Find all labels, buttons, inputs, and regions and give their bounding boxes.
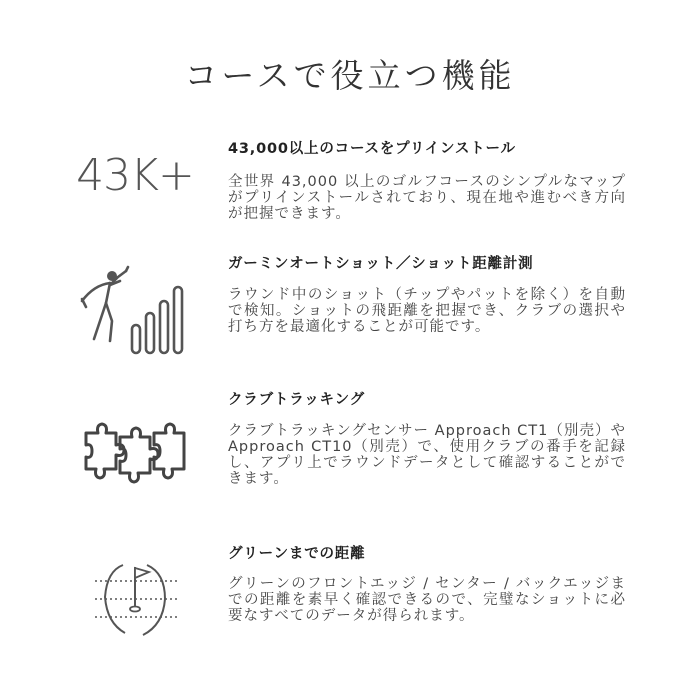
feature-title: クラブトラッキング xyxy=(228,392,365,408)
feature-description: グリーンのフロントエッジ / センター / バックエッジまでの距離を素早く確認できるので、完璧なショットに必要なすべてのデータが得られます。 xyxy=(228,576,626,624)
feature-description: 全世界 43,000 以上のゴルフコースのシンプルなマップがプリインストールされており、現在地や進むべき方向が把握できます。 xyxy=(228,174,626,222)
feature-description: ラウンド中のショット（チップやパットを除く）を自動で検知。ショットの飛距離を把握でき、クラブの選択や打ち方を最適化することが可能です。 xyxy=(228,287,626,335)
golfer-swing-bars-icon xyxy=(70,260,200,360)
feature-course-preinstall xyxy=(0,130,700,230)
feature-title: ガーミンオートショット／ショット距離計測 xyxy=(228,256,534,272)
feature-description: クラブトラッキングセンサー Approach CT1（別売）や Approach CT10（別売）で、使用クラブの番手を記録し、アプリ上でラウンドデータとして確認することができます。 xyxy=(228,423,626,487)
feature-green-distance xyxy=(0,540,700,660)
page-title: コースで役立つ機能 xyxy=(184,56,516,95)
feature-title: グリーンまでの距離 xyxy=(228,546,366,562)
43k-plus-icon-text: 43K+ xyxy=(76,149,194,201)
green-flag-icon xyxy=(70,555,200,645)
feature-autoshot xyxy=(0,245,700,365)
43k-plus-icon xyxy=(70,145,200,205)
feature-title: 43,000以上のコースをプリインストール xyxy=(228,141,516,157)
feature-club-tracking xyxy=(0,385,700,505)
puzzle-pieces-icon xyxy=(70,415,200,495)
